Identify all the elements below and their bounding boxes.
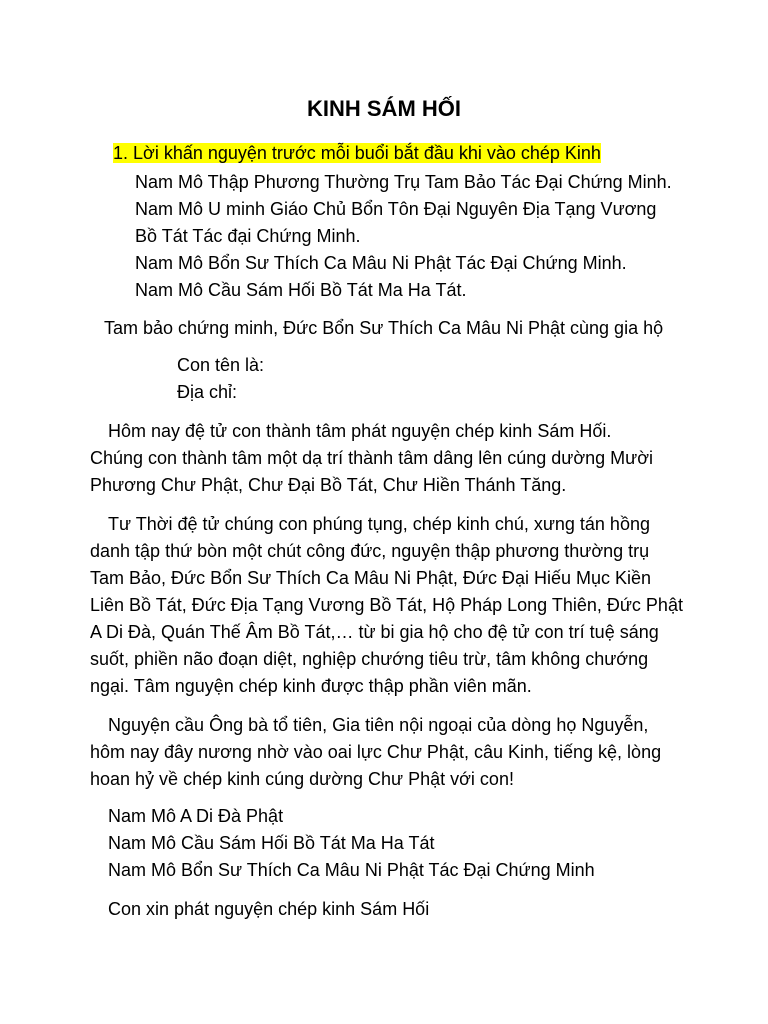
section-heading-text: Lời khấn nguyện trước mỗi buổi bắt đầu khi vào chép Kinh [133,143,601,163]
section-number: 1. [113,143,129,163]
paragraph-line: ngại. Tâm nguyện chép kinh được thập phần viên mãn. [90,676,532,696]
invocation-line: Bồ Tát Tác đại Chứng Minh. [135,226,361,246]
paragraph-line: Liên Bồ Tát, Đức Địa Tạng Vương Bồ Tát, Hộ Pháp Long Thiên, Đức Phật [90,595,683,615]
paragraph-line: danh tập thứ bòn một chút công đức, nguyện thập phương thường trụ [90,541,650,561]
paragraph-line: hôm nay đây nương nhờ vào oai lực Chư Phật, câu Kinh, tiếng kệ, lòng [90,742,662,762]
section-heading [113,140,601,167]
paragraph-line: Tư Thời đệ tử chúng con phúng tụng, chép kinh chú, xưng tán hồng [108,514,650,534]
document-title: KINH SÁM HỐI [307,96,461,121]
invocation-line: Nam Mô Bổn Sư Thích Ca Mâu Ni Phật Tác Đại Chứng Minh. [135,253,627,273]
witness-line: Tam bảo chứng minh, Đức Bổn Sư Thích Ca Mâu Ni Phật cùng gia hộ [104,318,664,338]
paragraph-line: Phương Chư Phật, Chư Đại Bồ Tát, Chư Hiền Thánh Tăng. [90,475,567,495]
closing-invocation: Nam Mô A Di Đà Phật [108,806,284,826]
address-label: Địa chỉ: [177,382,238,402]
paragraph-line: A Di Đà, Quán Thế Âm Bồ Tát,… từ bi gia hộ cho đệ tử con trí tuệ sáng [90,622,659,642]
closing-invocation: Nam Mô Cầu Sám Hối Bồ Tát Ma Ha Tát [108,833,435,853]
invocation-line: Nam Mô Thập Phương Thường Trụ Tam Bảo Tác Đại Chứng Minh. [135,172,672,192]
closing-vow: Con xin phát nguyện chép kinh Sám Hối [108,899,430,919]
paragraph-line: Chúng con thành tâm một dạ trí thành tâm dâng lên cúng dường Mười [90,448,654,468]
invocation-line: Nam Mô Cầu Sám Hối Bồ Tát Ma Ha Tát. [135,280,467,300]
paragraph-line: hoan hỷ về chép kinh cúng dường Chư Phật với con! [90,769,514,789]
paragraph-line: Hôm nay đệ tử con thành tâm phát nguyện chép kinh Sám Hối. [108,421,612,441]
closing-invocation: Nam Mô Bổn Sư Thích Ca Mâu Ni Phật Tác Đại Chứng Minh [108,860,595,880]
paragraph-line: suốt, phiền não đoạn diệt, nghiệp chướng tiêu trừ, tâm không chướng [90,649,649,669]
name-label: Con tên là: [177,355,265,375]
paragraph-line: Nguyện cầu Ông bà tổ tiên, Gia tiên nội ngoại của dòng họ Nguyễn, [108,715,649,735]
paragraph-line: Tam Bảo, Đức Bổn Sư Thích Ca Mâu Ni Phật, Đức Đại Hiếu Mục Kiền [90,568,652,588]
invocation-line: Nam Mô U minh Giáo Chủ Bổn Tôn Đại Nguyên Địa Tạng Vương [135,199,657,219]
